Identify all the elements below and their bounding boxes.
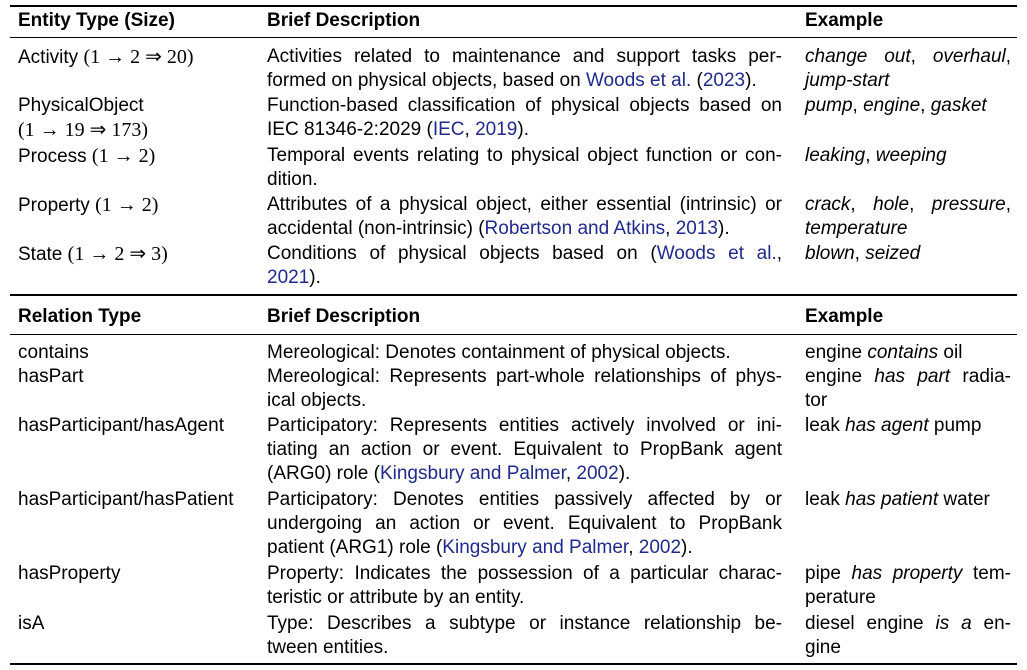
relation-row-haspatient-type: hasParticipant/hasPatient (18, 489, 234, 510)
citation-link[interactable]: 2002 (638, 537, 682, 558)
relation-row-hasagent-desc: Participatory: Represents entities actively involved or ini- tiating an action or event. Equivalent to PropBank agent (ARG0) role (Kingsbury and Palmer, 2002). (267, 415, 782, 484)
relation-header-type: Relation Type (18, 306, 142, 327)
entity-header-example: Example (805, 10, 884, 31)
citation-link[interactable]: 2019 (475, 119, 518, 140)
relation-row-haspart-type: hasPart (18, 366, 84, 387)
relation-row-hasproperty-type: hasProperty (18, 563, 121, 584)
relation-row-haspart-example: engine has part radia- tor (805, 366, 1011, 411)
entity-header-desc: Brief Description (267, 10, 421, 31)
relation-header-desc: Brief Description (267, 306, 421, 327)
entity-header-rule (10, 37, 1017, 38)
citation-link[interactable]: 2023 (702, 70, 746, 91)
entity-row-process-example: leaking, weeping (805, 145, 947, 166)
relation-row-haspart-desc: Mereological: Represents part-whole relationships of phys- ical objects. (267, 366, 782, 411)
citation-link[interactable]: Kingsbury and Palmer (379, 463, 566, 484)
citation-link[interactable]: Kingsbury and Palmer (442, 537, 629, 558)
relation-row-hasproperty-example: pipe has property tem- perature (805, 563, 1011, 608)
mid-rule (10, 294, 1017, 296)
entity-row-state-example: blown, seized (805, 243, 921, 264)
relation-row-contains-desc: Mereological: Denotes containment of physical objects. (267, 342, 731, 363)
entity-row-property-desc: Attributes of a physical object, either essential (intrinsic) or accidental (non-intrinsic) (Robertson and Atkins, 2013). (267, 194, 782, 239)
relation-row-isa-desc: Type: Describes a subtype or instance relationship be- tween entities. (267, 613, 782, 658)
relation-row-hasagent-type: hasParticipant/hasAgent (18, 415, 224, 436)
citation-link[interactable]: Robertson and Atkins (484, 218, 666, 239)
citation-link[interactable]: Woods et al. (585, 70, 692, 91)
relation-row-haspatient-desc: Participatory: Denotes entities passively affected by or undergoing an action or event. Equivalent to PropBank patient (ARG1) role (Kingsbury and Palmer, 2002). (267, 489, 782, 558)
entity-row-activity-desc: Activities related to maintenance and support tasks per- formed on physical objects, based on Woods et al. (2023). (267, 46, 782, 91)
entity-row-physicalobject-type: PhysicalObject (1 → 19 ⇒ 173) (18, 95, 149, 141)
entity-row-process-desc: Temporal events relating to physical object function or con- dition. (267, 145, 782, 190)
entity-row-process-type: Process (1 → 2) (18, 145, 156, 167)
bottom-rule (10, 663, 1017, 665)
relation-row-isa-example: diesel engine is a en- gine (805, 613, 1011, 658)
entity-row-physicalobject-example: pump, engine, gasket (805, 95, 987, 116)
citation-link[interactable]: 2021 (267, 267, 310, 288)
relation-header-example: Example (805, 306, 884, 327)
entity-row-activity-example: change out, overhaul, jump-start (805, 46, 1012, 91)
citation-link[interactable]: 2013 (675, 218, 718, 239)
citation-link[interactable]: 2002 (576, 463, 619, 484)
entity-row-property-example: crack, hole, pressure, temperature (805, 194, 1011, 239)
entity-row-activity-type: Activity (1 → 2 ⇒ 20) (18, 46, 194, 68)
top-rule (10, 5, 1017, 7)
relation-row-contains-example: engine contains oil (805, 342, 963, 363)
relation-row-hasproperty-desc: Property: Indicates the possession of a particular charac- teristic or attribute by an entity. (267, 563, 782, 608)
relation-row-contains-type: contains (18, 342, 89, 363)
entity-header-type: Entity Type (Size) (18, 10, 175, 31)
entity-row-state-type: State (1 → 2 ⇒ 3) (18, 243, 168, 265)
relation-row-isa-type: isA (18, 613, 45, 634)
relation-row-haspatient-example: leak has patient water (805, 489, 990, 510)
citation-link[interactable]: Woods et al. (656, 243, 777, 264)
entity-row-physicalobject-desc: Function-based classification of physical objects based on IEC 81346-2:2029 (IEC, 2019). (267, 95, 782, 140)
relation-row-hasagent-example: leak has agent pump (805, 415, 982, 436)
citation-link[interactable]: IEC (432, 119, 465, 140)
entity-row-state-desc: Conditions of physical objects based on (Woods et al., 2021). (267, 243, 782, 288)
entity-row-property-type: Property (1 → 2) (18, 194, 159, 216)
relation-header-rule (10, 334, 1017, 335)
